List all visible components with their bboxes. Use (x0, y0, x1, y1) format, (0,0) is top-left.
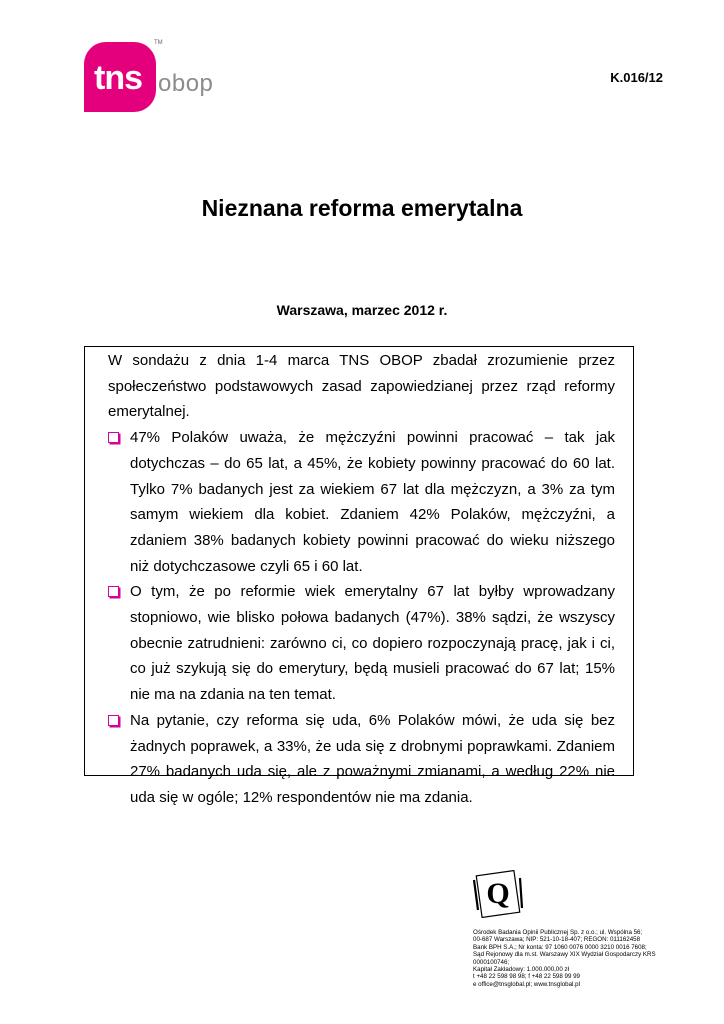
checkbox-bullet-icon (108, 715, 119, 726)
checkbox-bullet-icon (108, 586, 119, 597)
finding-text: O tym, że po reformie wiek emerytalny 67 lat byłby wprowadzany stopniowo, wie blisko połowa badanych (47%). 38% sądzi, że wszyscy obecnie zatrudnieni: zarówno ci, co dopiero rozpoczynają pracę, jak i ci, co już szykują się do emerytury, będą musieli pracować do 67 lat; 15% nie ma na zdania na ten temat. (130, 583, 615, 704)
logo-mark (84, 42, 156, 112)
page-title: Nieznana reforma emerytalna (201, 195, 523, 221)
footer-line: Bank BPH S.A.; Nr konta: 97 1060 0076 0000 3210 0016 7608; (473, 943, 647, 951)
logo-mark-text: tns (94, 59, 142, 97)
footer-line: t +48 22 598 98 98; f +48 22 598 99 99 (473, 973, 581, 981)
finding-text: Na pytanie, czy reforma się uda, 6% Polaków mówi, że uda się bez żadnych poprawek, a 33%, że uda się z drobnymi poprawkami. Zdaniem 27% badanych uda się, ale z poważnymi zmianami, a według 22% nie uda się w ogóle; 12% respondentów nie ma zdania. (130, 711, 615, 806)
document-reference: K.016/12 (610, 70, 663, 85)
summary-box (84, 346, 634, 806)
footer-line: Kapitał Zakładowy: 1.000.000,00 zł (473, 966, 569, 974)
finding-item (108, 579, 615, 708)
summary-intro: W sondażu z dnia 1-4 marca TNS OBOP zbadał zrozumienie przez społeczeństwo podstawowych zasad zapowiedzianej przez rząd reformy emerytalnej. (108, 352, 615, 421)
footer-line: e office@tnsglobal.pl; www.tnsglobal.pl (473, 980, 580, 988)
quality-seal-icon (470, 870, 526, 918)
seal-letter: Q (486, 877, 510, 910)
tns-obop-logo (84, 40, 214, 112)
summary-content (108, 348, 615, 811)
company-footer (473, 929, 673, 988)
logo-trademark: TM (154, 40, 163, 46)
finding-item (108, 708, 615, 811)
footer-line: 00-687 Warszawa; NIP: 521-10-18-407; REGON: 011162458 (473, 936, 641, 944)
finding-item (108, 425, 615, 579)
findings-list (108, 425, 615, 811)
finding-text: 47% Polaków uważa, że mężczyźni powinni pracować – tak jak dotychczas – do 65 lat, a 45%, że kobiety powinny pracować do 60 lat. Tylko 7% badanych jest za wiekiem 67 lat dla mężczyzn, a 3% za tym samym wiekiem dla kobiet. Zdaniem 42% Polaków, mężczyźni, a zdaniem 38% badanych kobiety powinni pracować do wieku niższego niż dotychczasowe czyli 65 i 60 lat. (130, 429, 615, 575)
checkbox-bullet-icon (108, 432, 119, 443)
date-line: Warszawa, marzec 2012 r. (276, 302, 448, 318)
footer-line: 0000100746; (473, 958, 510, 966)
footer-line: Sąd Rejonowy dla m.st. Warszawy XIX Wydział Gospodarczy KRS (473, 951, 656, 959)
logo-subtext: obop (158, 70, 214, 97)
footer-line: Ośrodek Badania Opinii Publicznej Sp. z o.o.; ul. Wspólna 56; (473, 929, 643, 936)
